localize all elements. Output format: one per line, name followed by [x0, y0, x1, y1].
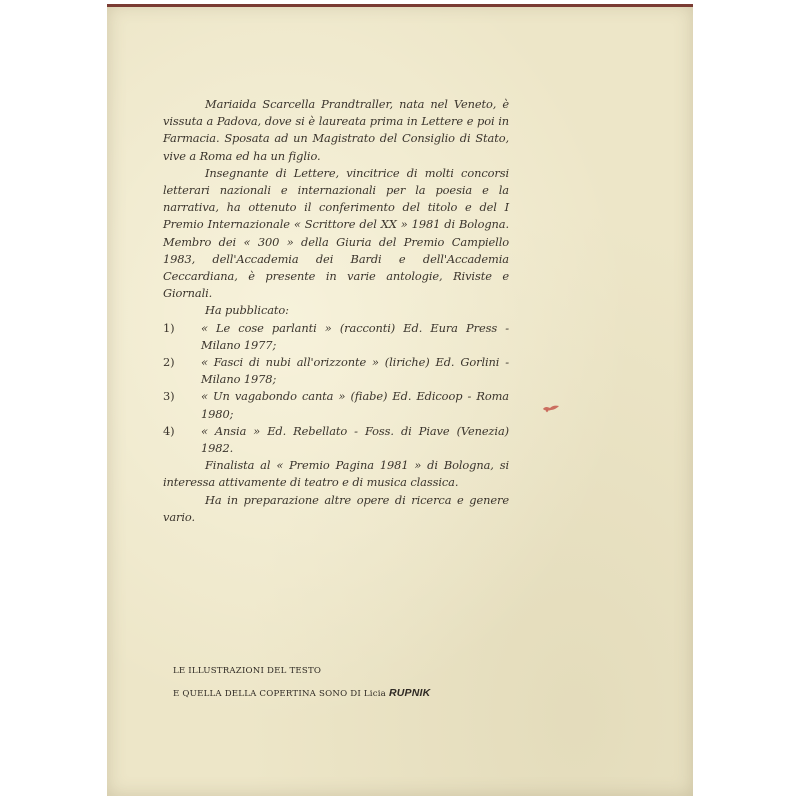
book-back-cover — [107, 4, 693, 796]
ink-stain-icon — [541, 402, 561, 414]
publication-text: « Le cose parlanti » (racconti) Ed. Eura Press - Milano 1977; — [201, 320, 509, 352]
cover-top-edge — [107, 4, 693, 7]
publication-item — [163, 423, 509, 457]
publication-text: « Un vagabondo canta » (fiabe) Ed. Edicoop - Roma 1980; — [201, 389, 509, 421]
publication-number: 3) — [163, 389, 175, 404]
publication-number: 4) — [163, 423, 175, 438]
publication-number: 1) — [163, 320, 175, 335]
bio-paragraph-3: Finalista al « Premio Pagina 1981 » di Bologna, si interessa attivamente di teatro e di musica classica. — [163, 458, 509, 490]
bio-paragraph-4: Ha in preparazione altre opere di ricerca e genere vario. — [163, 492, 509, 524]
bio-paragraph-1: Mariaida Scarcella Prandtraller, nata nel Veneto, è vissuta a Padova, dove si è laureata prima in Lettere e poi in Farmacia. Sposata ad un Magistrato del Consiglio di Stato, vive a Roma ed ha un figlio. — [163, 97, 509, 163]
author-biography — [163, 96, 509, 526]
credits-line-1: LE ILLUSTRAZIONI DEL TESTO — [173, 666, 322, 676]
publication-text: « Fasci di nubi all'orizzonte » (liriche) Ed. Gorlini - Milano 1978; — [201, 355, 509, 387]
credits-line-2 — [173, 682, 430, 705]
publication-item — [163, 354, 509, 388]
publication-item — [163, 388, 509, 422]
publication-text: « Ansia » Ed. Rebellato - Foss. di Piave (Venezia) 1982. — [201, 423, 509, 456]
publications-list — [163, 320, 509, 458]
bio-paragraph-2: Insegnante di Lettere, vincitrice di molti concorsi letterari nazionali e internazionali per la poesia e la narrativa, ha ottenuto il conferimento del titolo e del I Premio Internazionale « Scrittore del XX » 1981 di Bologna. Membro dei « 300 » della Giuria del Premio Campiello 1983, dell'Accademia dei Bardi e dell'Accademia Ceccardiana, è presente in varie antologie, Riviste e Giornali. — [163, 165, 509, 301]
credits-line-2-prefix: E QUELLA DELLA COPERTINA SONO DI Licia — [173, 689, 389, 699]
illustration-credits — [173, 660, 430, 705]
publications-heading: Ha pubblicato: — [205, 303, 289, 318]
publication-number: 2) — [163, 355, 175, 370]
publication-item — [163, 320, 509, 354]
illustrator-surname: RUPNIK — [388, 687, 431, 699]
